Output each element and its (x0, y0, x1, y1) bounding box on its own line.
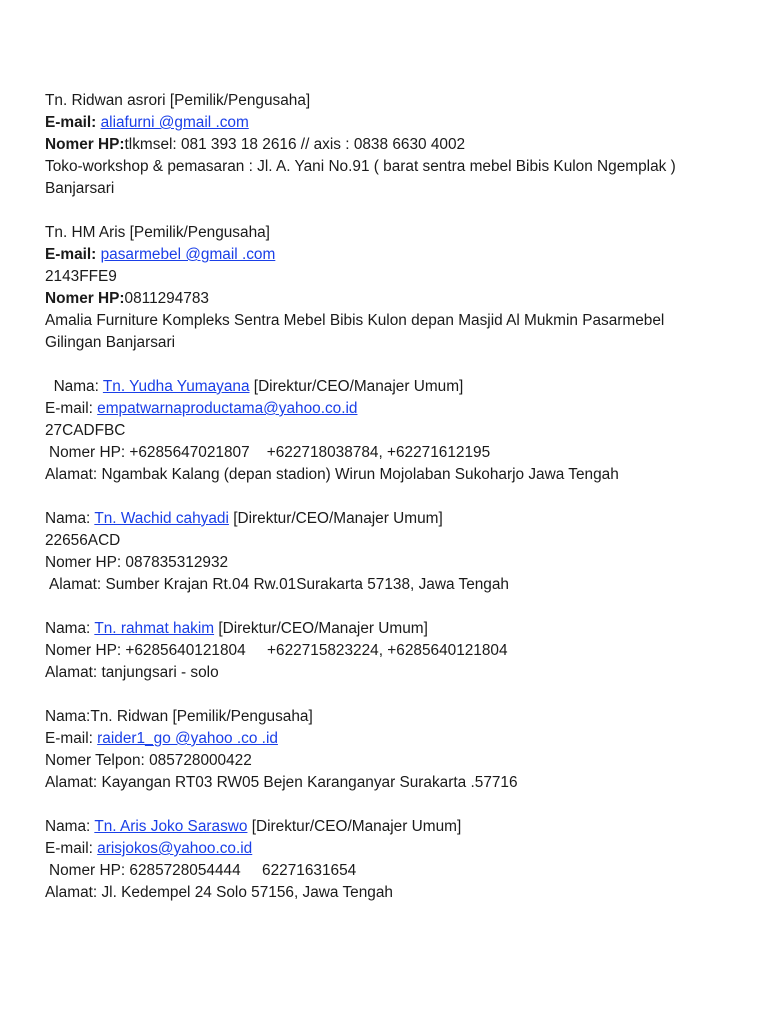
contact-email-line (45, 244, 745, 266)
role-text: [Direktur/CEO/Manajer Umum] (249, 378, 464, 395)
contact-address-line: Toko-workshop & pemasaran : Jl. A. Yani No.91 ( barat sentra mebel Bibis Kulon Ngemplak ) (45, 158, 676, 175)
phone-value: tlkmsel: 081 393 18 2616 // axis : 0838 6630 4002 (124, 136, 466, 153)
name-link[interactable]: Tn. Wachid cahyadi (94, 510, 229, 527)
email-label: E-mail: (45, 114, 97, 131)
contact-email-line (45, 112, 745, 134)
email-link[interactable]: empatwarnaproductama@yahoo.co.id (97, 400, 358, 417)
role-text: [Direktur/CEO/Manajer Umum] (214, 620, 428, 637)
contact-entry (45, 618, 745, 684)
contact-address-line: Gilingan Banjarsari (45, 334, 176, 351)
name-label: Nama: (45, 510, 95, 527)
contact-code: 22656ACD (45, 532, 121, 549)
email-link[interactable]: raider1_go @yahoo .co .id (97, 730, 278, 747)
contact-entry (45, 816, 745, 904)
contact-address-line: Alamat: tanjungsari - solo (45, 664, 219, 681)
name-label: Nama: (53, 378, 103, 395)
contact-entry (45, 376, 745, 486)
contact-name-line (45, 816, 745, 838)
contact-name-line (45, 508, 745, 530)
contact-phone-line: Nomer HP: 087835312932 (45, 554, 229, 571)
phone-label: Nomer HP: (45, 136, 125, 153)
contact-entry (45, 508, 745, 596)
role-text: [Direktur/CEO/Manajer Umum] (247, 818, 462, 835)
contact-entry (45, 90, 745, 200)
contact-phone-line (45, 288, 745, 310)
contact-address-line: Alamat: Jl. Kedempel 24 Solo 57156, Jawa Tengah (45, 884, 393, 901)
contact-phone-line: Nomer HP: +6285640121804 +622715823224, +6285640121804 (45, 642, 508, 659)
contact-phone-line: Nomer HP: +6285647021807 +622718038784, +62271612195 (49, 444, 491, 461)
phone-label: Nomer HP: (45, 290, 125, 307)
contact-entry (45, 706, 745, 794)
contact-name-line: Tn. HM Aris [Pemilik/Pengusaha] (45, 224, 270, 241)
contact-name-line (45, 376, 745, 398)
email-link[interactable]: arisjokos@yahoo.co.id (97, 840, 253, 857)
name-link[interactable]: Tn. Aris Joko Saraswo (94, 818, 248, 835)
phone-value: 0811294783 (124, 290, 209, 307)
contact-code: 27CADFBC (45, 422, 126, 439)
name-label: Nama: (45, 620, 95, 637)
contact-phone-line (45, 134, 745, 156)
contact-name-line: Nama:Tn. Ridwan [Pemilik/Pengusaha] (45, 708, 313, 725)
email-link[interactable]: pasarmebel @gmail .com (100, 246, 276, 263)
document-body (45, 90, 745, 926)
contact-email-line (45, 838, 745, 860)
contact-code: 2143FFE9 (45, 268, 117, 285)
name-link[interactable]: Tn. rahmat hakim (94, 620, 215, 637)
email-label: E-mail: (45, 400, 98, 417)
contact-entry (45, 222, 745, 354)
contact-address-line: Banjarsari (45, 180, 115, 197)
contact-address-line: Alamat: Kayangan RT03 RW05 Bejen Karanganyar Surakarta .57716 (45, 774, 518, 791)
contact-address-line: Alamat: Sumber Krajan Rt.04 Rw.01Surakarta 57138, Jawa Tengah (49, 576, 509, 593)
email-label: E-mail: (45, 730, 98, 747)
contact-address-line: Amalia Furniture Kompleks Sentra Mebel Bibis Kulon depan Masjid Al Mukmin Pasarmebel (45, 312, 665, 329)
contact-name-line (45, 618, 745, 640)
email-link[interactable]: aliafurni @gmail .com (100, 114, 249, 131)
name-label: Nama: (45, 818, 95, 835)
email-label: E-mail: (45, 246, 97, 263)
name-link[interactable]: Tn. Yudha Yumayana (102, 378, 250, 395)
contact-name-line: Tn. Ridwan asrori [Pemilik/Pengusaha] (45, 92, 311, 109)
contact-phone-line: Nomer HP: 6285728054444 62271631654 (49, 862, 357, 879)
contact-email-line (45, 398, 745, 420)
role-text: [Direktur/CEO/Manajer Umum] (228, 510, 443, 527)
contact-email-line (45, 728, 745, 750)
email-label: E-mail: (45, 840, 98, 857)
contact-address-line: Alamat: Ngambak Kalang (depan stadion) Wirun Mojolaban Sukoharjo Jawa Tengah (45, 466, 619, 483)
contact-phone-line: Nomer Telpon: 085728000422 (45, 752, 252, 769)
